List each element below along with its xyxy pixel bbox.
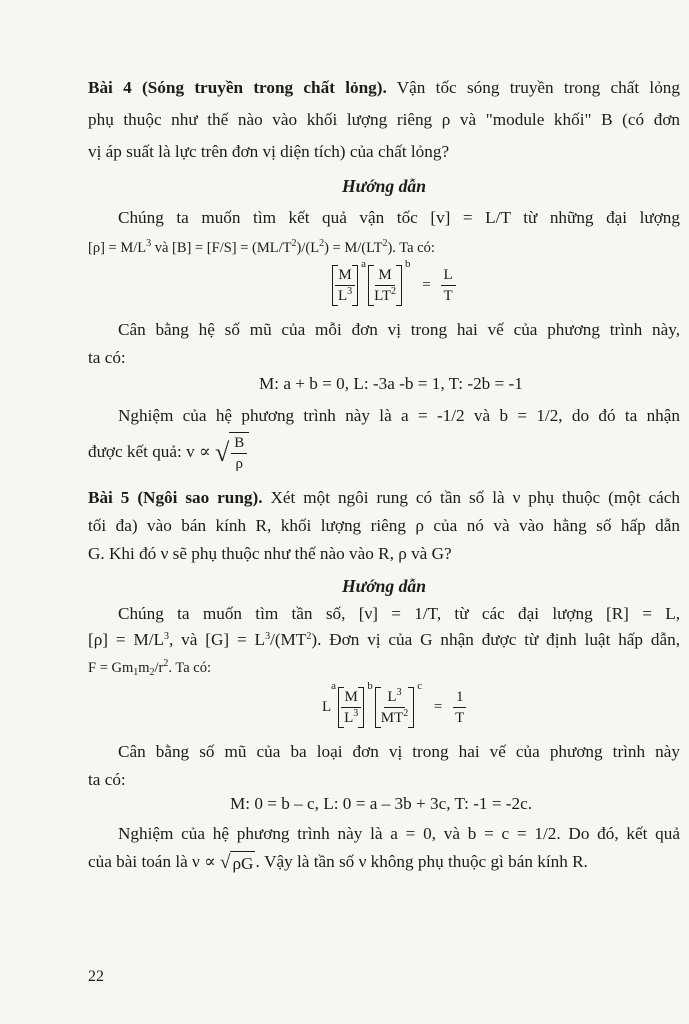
bracket-m-l3: $\frac{M}{L^3}$: [332, 265, 358, 306]
exponent-c: c: [417, 680, 423, 692]
frac-den: L: [374, 288, 382, 305]
bracket-l3-mt2: $\frac{L^3}{MT^2}$: [375, 687, 415, 728]
sqrt-num: B: [231, 433, 247, 454]
bai5-p1-line1: Chúng ta muốn tìm tần số, [ν] = 1/T, từ các đại lượng [R] = L,: [118, 604, 680, 623]
text-seg: của bài toán là ν ∝: [88, 852, 216, 871]
rhs-num: 1: [453, 687, 467, 708]
bai5-title: Bài 5 (Ngôi sao rung).: [88, 488, 263, 507]
bai5-p3-line2: [88, 850, 680, 876]
frac-num: M: [341, 687, 360, 708]
text-seg: )/(L: [296, 240, 320, 256]
text-seg: /(MT: [270, 630, 307, 649]
bai5-system: M: 0 = b – c, L: 0 = a – 3b + 3c, T: -1 = -2c.: [230, 794, 533, 813]
equation-1: [332, 258, 456, 306]
exponent-a: a: [361, 258, 367, 270]
rhs-den: T: [455, 710, 465, 727]
rhs-num: L: [441, 265, 456, 286]
text-seg: . Vậy là tần số ν không phụ thuộc gì bán kính R.: [255, 852, 588, 871]
frac-den-t: T: [394, 710, 404, 727]
text-seg: F = Gm: [88, 660, 134, 676]
exponent-b: b: [405, 258, 411, 270]
frac-num: L: [387, 689, 397, 706]
sqrt-rho-g: √ ρG: [220, 851, 255, 876]
bai4-p1-line2: $[\rho] = M/L^3$ và $[B] = [F/S] = (ML/T^2)/(L^2) = M/(LT^2)$. Ta có:: [88, 238, 435, 256]
text-seg: [ρ] = M/L: [88, 630, 165, 649]
bai4-p2-line1: Cân bằng hệ số mũ của mỗi đơn vị trong hai vế của phương trình này,: [118, 320, 680, 339]
exponent-b: b: [367, 680, 373, 692]
text-seg: và [B] = [F/S] = (ML/T: [151, 240, 292, 256]
bai5-p3-line1: Nghiệm của hệ phương trình này là a = 0, và b = c = 1/2. Do đó, kết quả: [118, 824, 680, 843]
bai5-p1-line3: $F = Gm_1m_2/r^2$. Ta có:: [88, 658, 211, 678]
bai4-line1-text: Vận tốc sóng truyền trong chất lỏng: [396, 78, 680, 97]
text-seg: ). Đơn vị của G nhận được từ định luật hấp dẫn,: [311, 630, 681, 649]
bai5-line-3: G. Khi đó ν sẽ phụ thuộc như thế nào vào R, ρ và G?: [88, 544, 452, 563]
equals-sign: =: [422, 277, 431, 294]
bai4-line-1: [88, 76, 680, 100]
text-seg: . Ta có:: [168, 660, 211, 676]
exponent-a: a: [331, 680, 337, 692]
frac-num: M: [375, 265, 394, 286]
text-seg: , và [G] = L: [169, 630, 266, 649]
bai5-heading: Hướng dẫn: [341, 576, 427, 596]
bai4-line-2: phụ thuộc như thế nào vào khối lượng riêng ρ và "module khối" B (có đơn: [88, 110, 680, 129]
frac-den: L: [344, 710, 354, 727]
frac-den-m: M: [380, 710, 395, 727]
bai4-p3-line1: Nghiệm của hệ phương trình này là a = -1/2 và b = 1/2, do đó ta nhận: [118, 406, 680, 425]
equals-sign: =: [433, 699, 443, 716]
frac-den: L: [338, 288, 348, 305]
text-seg: /r: [154, 660, 164, 676]
text-seg: m: [138, 660, 150, 676]
bai4-p1-line1: Chúng ta muốn tìm kết quả vận tốc [v] = L/T từ những đại lượng: [118, 208, 680, 227]
bai4-line-3: vị áp suất là lực trên đơn vị diện tích) của chất lỏng?: [88, 142, 450, 161]
bai4-title: Bài 4 (Sóng truyền trong chất lỏng).: [88, 78, 387, 97]
text-seg: [ρ] = M/L: [88, 240, 147, 256]
equation-2: [322, 680, 467, 728]
bai4-heading: Hướng dẫn: [341, 176, 427, 196]
sqrt-body: ρG: [230, 851, 255, 876]
frac-den-t: T: [381, 288, 392, 305]
bai5-p2-line2: ta có:: [88, 770, 126, 789]
frac-num: M: [335, 265, 354, 286]
bai4-p3-line2: [88, 432, 680, 474]
bai5-line-2: tối đa) vào bán kính R, khối lượng riêng ρ của nó và vào hằng số hấp dẫn: [88, 516, 680, 535]
bai4-p2-line2: ta có:: [88, 348, 126, 367]
text-seg: ). Ta có:: [387, 240, 435, 256]
bai4-system: M: a + b = 0, L: -3a -b = 1, T: -2b = -1: [259, 374, 523, 393]
bai5-line-1: [88, 486, 680, 510]
bai5-p1-line2: $[\rho] = M/L^3$, và $[G] = L^3/(MT^2)$. Đơn vị của G nhận được từ định luật hấp dẫn,: [88, 630, 681, 649]
bracket-m-l3: $\frac{M}{L^3}$: [338, 687, 364, 728]
rhs-den: T: [443, 288, 453, 305]
sqrt-b-rho: √ $\frac{B}{\rho}$: [215, 432, 249, 474]
bracket-m-lt2: $\frac{M}{LT^2}$: [368, 265, 402, 306]
page-number: 22: [88, 968, 104, 985]
base-l: L: [322, 699, 332, 716]
bai5-line1-text: Xét một ngôi rung có tần số là ν phụ thuộc (một cách: [270, 488, 681, 507]
bai5-p2-line1: Cân bằng số mũ của ba loại đơn vị trong hai vế của phương trình này: [118, 742, 680, 761]
text-seg: ) = M/(LT: [324, 240, 383, 256]
text-seg: được kết quả: v ∝: [88, 441, 211, 461]
sqrt-den: ρ: [235, 456, 243, 472]
